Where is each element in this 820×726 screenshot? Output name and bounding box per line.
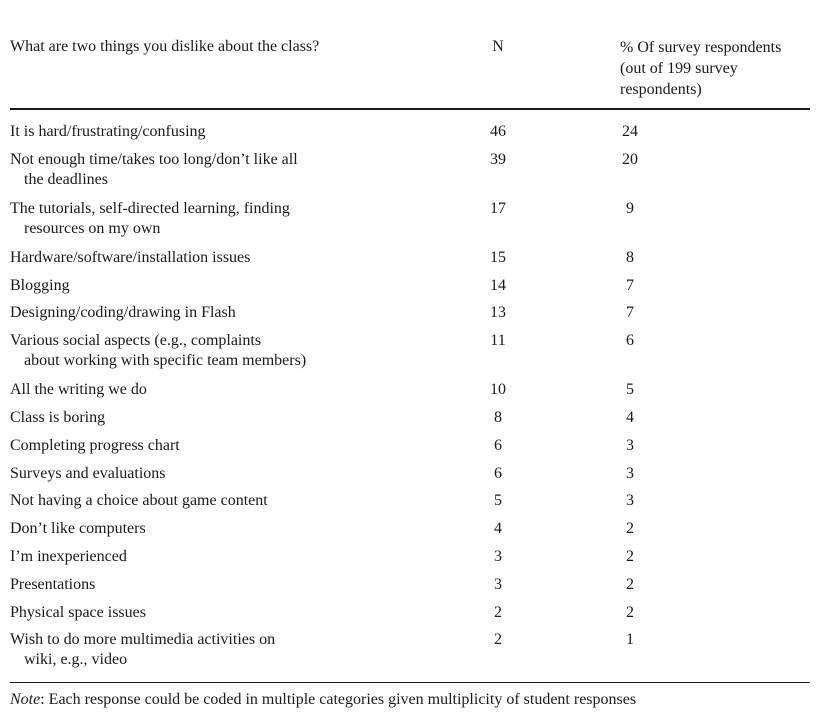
row-label-line: All the writing we do xyxy=(10,381,147,399)
table-row xyxy=(0,380,820,408)
row-count: 6 xyxy=(494,436,502,454)
row-label-line: Blogging xyxy=(10,276,70,294)
table-row xyxy=(0,436,820,464)
row-label xyxy=(10,408,390,428)
row-label-line: The tutorials, self-directed learning, finding xyxy=(10,199,290,217)
row-label xyxy=(10,248,390,268)
row-percent: 2 xyxy=(626,520,634,538)
note-text: : Each response could be coded in multiple categories given multiplicity of student responses xyxy=(40,691,637,708)
row-label xyxy=(10,603,390,623)
row-label-continuation: resources on my own xyxy=(24,219,161,237)
row-label xyxy=(10,575,390,595)
row-label-line: It is hard/frustrating/confusing xyxy=(10,123,206,140)
row-label-line: Various social aspects (e.g., complaints xyxy=(10,332,262,350)
header-rule xyxy=(10,108,810,110)
row-label xyxy=(10,380,390,400)
row-percent: 7 xyxy=(626,276,634,294)
table-row xyxy=(0,248,820,276)
row-count: 46 xyxy=(490,123,506,140)
row-label-line: Wish to do more multimedia activities on xyxy=(10,631,276,649)
row-label-line: Class is boring xyxy=(10,408,106,426)
row-percent: 3 xyxy=(626,436,634,454)
row-label-line: Surveys and evaluations xyxy=(10,464,166,482)
row-count: 3 xyxy=(494,575,502,593)
row-count: 15 xyxy=(490,248,506,266)
row-percent: 2 xyxy=(626,603,634,621)
row-label-line: Not having a choice about game content xyxy=(10,492,268,510)
table-row xyxy=(0,331,820,380)
row-percent: 5 xyxy=(626,381,634,399)
row-count: 13 xyxy=(490,304,506,322)
table-row xyxy=(0,603,820,631)
row-count: 11 xyxy=(490,332,506,350)
table-row xyxy=(0,199,820,248)
row-label-line: Physical space issues xyxy=(10,603,146,621)
row-label-line: Presentations xyxy=(10,575,96,593)
table-header xyxy=(0,0,820,112)
row-count: 8 xyxy=(494,408,502,426)
row-count: 6 xyxy=(494,464,502,482)
row-label xyxy=(10,122,390,142)
row-label xyxy=(10,303,390,323)
row-percent: 1 xyxy=(626,631,634,649)
n-header: N xyxy=(492,38,504,55)
percent-header-line: respondents) xyxy=(620,81,702,98)
row-count: 14 xyxy=(490,276,506,294)
row-count: 10 xyxy=(490,381,506,399)
row-label xyxy=(10,464,390,484)
row-percent: 9 xyxy=(626,199,634,217)
row-percent: 20 xyxy=(622,150,638,168)
table-row xyxy=(0,547,820,575)
row-label-line: I’m inexperienced xyxy=(10,547,127,565)
row-label xyxy=(10,630,390,670)
table-row xyxy=(0,464,820,492)
row-label-line: Hardware/software/installation issues xyxy=(10,248,251,266)
row-count: 3 xyxy=(494,547,502,565)
row-percent: 6 xyxy=(626,332,634,350)
table-row xyxy=(0,491,820,519)
row-label-line: Designing/coding/drawing in Flash xyxy=(10,304,236,322)
percent-header-line: % Of survey respondents xyxy=(620,39,782,56)
row-percent: 8 xyxy=(626,248,634,266)
table-row xyxy=(0,519,820,547)
row-label-line: Don’t like computers xyxy=(10,520,146,538)
row-percent: 24 xyxy=(622,123,638,140)
row-label xyxy=(10,491,390,511)
percent-header-line: (out of 199 survey xyxy=(620,60,738,77)
table-row xyxy=(0,630,820,679)
row-percent: 4 xyxy=(626,408,634,426)
row-count: 4 xyxy=(494,520,502,538)
table-row xyxy=(0,303,820,331)
row-label-continuation: the deadlines xyxy=(24,170,108,188)
table-note xyxy=(10,690,636,710)
percent-header xyxy=(620,37,820,100)
table-row xyxy=(0,150,820,199)
table-row xyxy=(0,276,820,304)
row-label xyxy=(10,199,390,239)
table-row xyxy=(0,122,820,150)
row-percent: 3 xyxy=(626,464,634,482)
bottom-rule xyxy=(10,682,810,683)
row-count: 2 xyxy=(494,603,502,621)
row-percent: 2 xyxy=(626,547,634,565)
row-percent: 2 xyxy=(626,575,634,593)
table-row xyxy=(0,575,820,603)
row-label xyxy=(10,519,390,539)
table-row xyxy=(0,408,820,436)
row-label xyxy=(10,150,390,190)
row-count: 2 xyxy=(494,631,502,649)
row-label-line: Completing progress chart xyxy=(10,436,180,454)
row-label xyxy=(10,547,390,567)
row-percent: 3 xyxy=(626,492,634,510)
row-label xyxy=(10,276,390,296)
row-percent: 7 xyxy=(626,304,634,322)
row-count: 5 xyxy=(494,492,502,510)
row-count: 17 xyxy=(490,199,506,217)
row-label xyxy=(10,331,390,371)
note-label: Note xyxy=(10,691,41,708)
row-label-line: Not enough time/takes too long/don’t like all xyxy=(10,150,298,168)
row-count: 39 xyxy=(490,150,506,168)
question-header: What are two things you dislike about the class? xyxy=(10,38,320,55)
table-body xyxy=(0,122,820,679)
row-label-continuation: about working with specific team members) xyxy=(24,352,307,370)
row-label xyxy=(10,436,390,456)
row-label-continuation: wiki, e.g., video xyxy=(24,651,128,669)
